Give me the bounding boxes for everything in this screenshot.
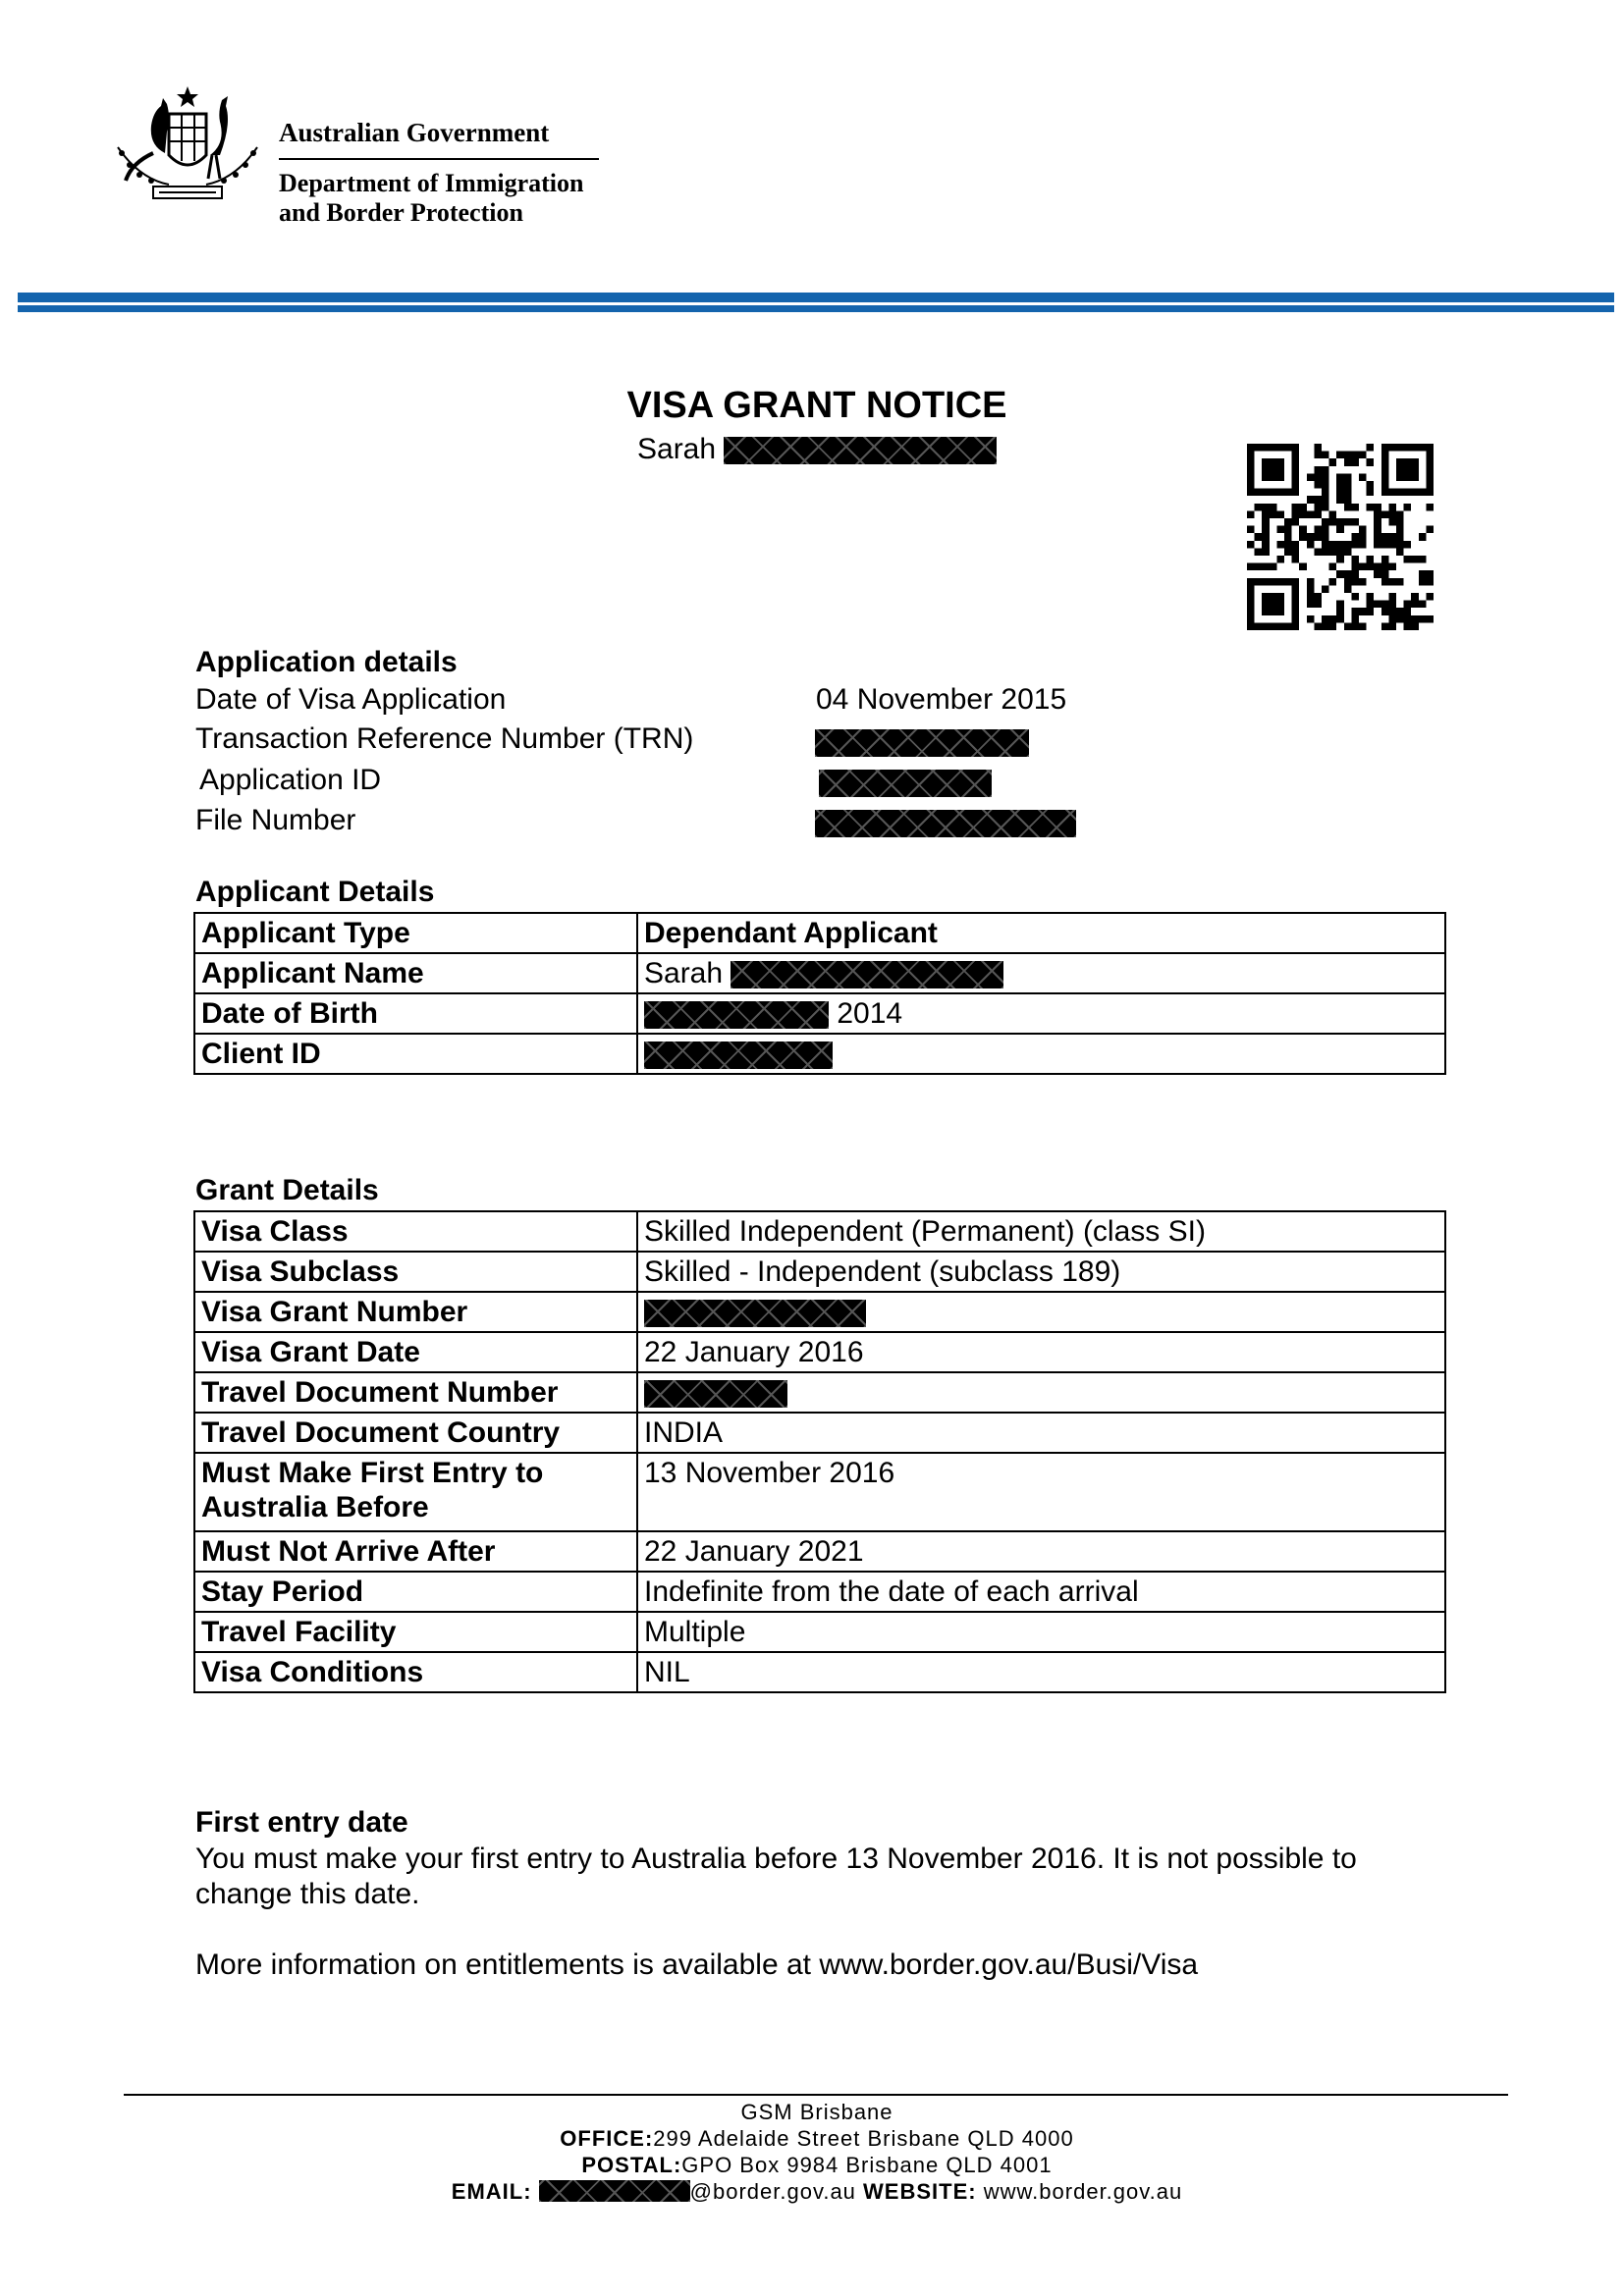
redacted-client-id bbox=[644, 1041, 833, 1069]
government-name: Australian Government bbox=[279, 118, 550, 147]
visa-grant-number-label: Visa Grant Number bbox=[194, 1292, 637, 1332]
redacted-applicant-surname bbox=[731, 961, 1003, 988]
grant-details-table bbox=[193, 1210, 1446, 1693]
table-row bbox=[194, 1652, 1445, 1692]
visa-subclass-label: Visa Subclass bbox=[194, 1252, 637, 1292]
table-row bbox=[194, 913, 1445, 953]
applicant-details-table bbox=[193, 912, 1446, 1075]
application-date-label: Date of Visa Application bbox=[195, 683, 507, 716]
table-row bbox=[194, 1252, 1445, 1292]
first-entry-before-label: Must Make First Entry to Australia Before bbox=[194, 1453, 637, 1531]
redacted-birth-day-month bbox=[644, 1001, 829, 1029]
visa-conditions-value: NIL bbox=[637, 1652, 1445, 1692]
date-of-birth-cell bbox=[637, 993, 1445, 1034]
office-label: OFFICE: bbox=[560, 2126, 654, 2151]
file-number-label: File Number bbox=[195, 804, 356, 836]
client-id-cell bbox=[637, 1034, 1445, 1074]
table-row bbox=[194, 1211, 1445, 1252]
postal-address: GPO Box 9984 Brisbane QLD 4001 bbox=[681, 2153, 1053, 2177]
travel-document-country-label: Travel Document Country bbox=[194, 1413, 637, 1453]
postal-label: POSTAL: bbox=[581, 2153, 682, 2177]
table-row bbox=[194, 1292, 1445, 1332]
visa-conditions-label: Visa Conditions bbox=[194, 1652, 637, 1692]
first-entry-heading: First entry date bbox=[195, 1806, 408, 1839]
applicant-name-label: Applicant Name bbox=[194, 953, 637, 993]
application-date-value: 04 November 2015 bbox=[816, 683, 1067, 716]
client-id-label: Client ID bbox=[194, 1034, 637, 1074]
redacted-surname bbox=[724, 437, 997, 464]
travel-facility-label: Travel Facility bbox=[194, 1612, 637, 1652]
office-address: 299 Adelaide Street Brisbane QLD 4000 bbox=[653, 2126, 1074, 2151]
travel-document-country-value: INDIA bbox=[637, 1413, 1445, 1453]
must-not-arrive-after-label: Must Not Arrive After bbox=[194, 1531, 637, 1572]
date-of-birth-label: Date of Birth bbox=[194, 993, 637, 1034]
page-title: VISA GRANT NOTICE bbox=[626, 385, 1007, 426]
table-row bbox=[194, 1572, 1445, 1612]
grant-details-heading: Grant Details bbox=[195, 1174, 379, 1206]
stay-period-label: Stay Period bbox=[194, 1572, 637, 1612]
coat-of-arms-icon bbox=[110, 84, 265, 206]
recipient-name bbox=[637, 433, 997, 466]
table-row bbox=[194, 1531, 1445, 1572]
redacted-trn bbox=[815, 729, 1029, 757]
email-domain: @border.gov.au bbox=[689, 2179, 856, 2204]
application-details-heading: Application details bbox=[195, 646, 458, 678]
recipient-first-name: Sarah bbox=[637, 433, 717, 465]
first-entry-before-value: 13 November 2016 bbox=[637, 1453, 1445, 1531]
table-row bbox=[194, 1453, 1445, 1531]
website-link[interactable]: www.border.gov.au bbox=[983, 2179, 1183, 2204]
header-divider bbox=[279, 158, 599, 160]
footer-office-line bbox=[0, 2126, 1624, 2152]
applicant-first-name: Sarah bbox=[644, 957, 724, 989]
applicant-details-heading: Applicant Details bbox=[195, 876, 435, 908]
visa-grant-date-value: 22 January 2016 bbox=[637, 1332, 1445, 1372]
footer-contact-line bbox=[0, 2179, 1624, 2205]
header-bar-highlight bbox=[18, 302, 1614, 305]
redacted-travel-document-number bbox=[644, 1380, 787, 1408]
qr-code-icon bbox=[1247, 444, 1434, 630]
visa-subclass-value: Skilled - Independent (subclass 189) bbox=[637, 1252, 1445, 1292]
table-row bbox=[194, 1612, 1445, 1652]
applicant-type-value: Dependant Applicant bbox=[637, 913, 1445, 953]
email-label: EMAIL: bbox=[451, 2179, 532, 2204]
department-name-line1: Department of Immigration bbox=[279, 169, 584, 197]
table-row bbox=[194, 1332, 1445, 1372]
travel-document-number-label: Travel Document Number bbox=[194, 1372, 637, 1413]
footer-office-name: GSM Brisbane bbox=[740, 2100, 893, 2124]
applicant-type-label: Applicant Type bbox=[194, 913, 637, 953]
table-row bbox=[194, 993, 1445, 1034]
applicant-name-cell bbox=[637, 953, 1445, 993]
must-not-arrive-after-value: 22 January 2021 bbox=[637, 1531, 1445, 1572]
first-entry-paragraph: You must make your first entry to Australia before 13 November 2016. It is not possible to change this date. bbox=[195, 1842, 1357, 1910]
stay-period-value: Indefinite from the date of each arrival bbox=[637, 1572, 1445, 1612]
redacted-file-number bbox=[815, 810, 1076, 837]
department-name-line2: and Border Protection bbox=[279, 198, 523, 227]
visa-grant-date-label: Visa Grant Date bbox=[194, 1332, 637, 1372]
visa-class-label: Visa Class bbox=[194, 1211, 637, 1252]
travel-facility-value: Multiple bbox=[637, 1612, 1445, 1652]
footer-postal-line bbox=[0, 2153, 1624, 2178]
entitlements-info: More information on entitlements is available at www.border.gov.au/Busi/Visa bbox=[195, 1949, 1199, 1981]
table-row bbox=[194, 1413, 1445, 1453]
website-label: WEBSITE: bbox=[863, 2179, 977, 2204]
table-row bbox=[194, 1372, 1445, 1413]
redacted-application-id bbox=[819, 770, 992, 797]
table-row bbox=[194, 953, 1445, 993]
visa-class-value: Skilled Independent (Permanent) (class SI) bbox=[637, 1211, 1445, 1252]
redacted-visa-grant-number bbox=[644, 1300, 866, 1327]
visa-grant-number-cell bbox=[637, 1292, 1445, 1332]
footer-divider bbox=[124, 2094, 1508, 2096]
redacted-email-user bbox=[539, 2180, 690, 2202]
application-id-label: Application ID bbox=[199, 764, 382, 796]
table-row bbox=[194, 1034, 1445, 1074]
travel-document-number-cell bbox=[637, 1372, 1445, 1413]
trn-label: Transaction Reference Number (TRN) bbox=[195, 722, 694, 755]
birth-year: 2014 bbox=[837, 997, 903, 1030]
